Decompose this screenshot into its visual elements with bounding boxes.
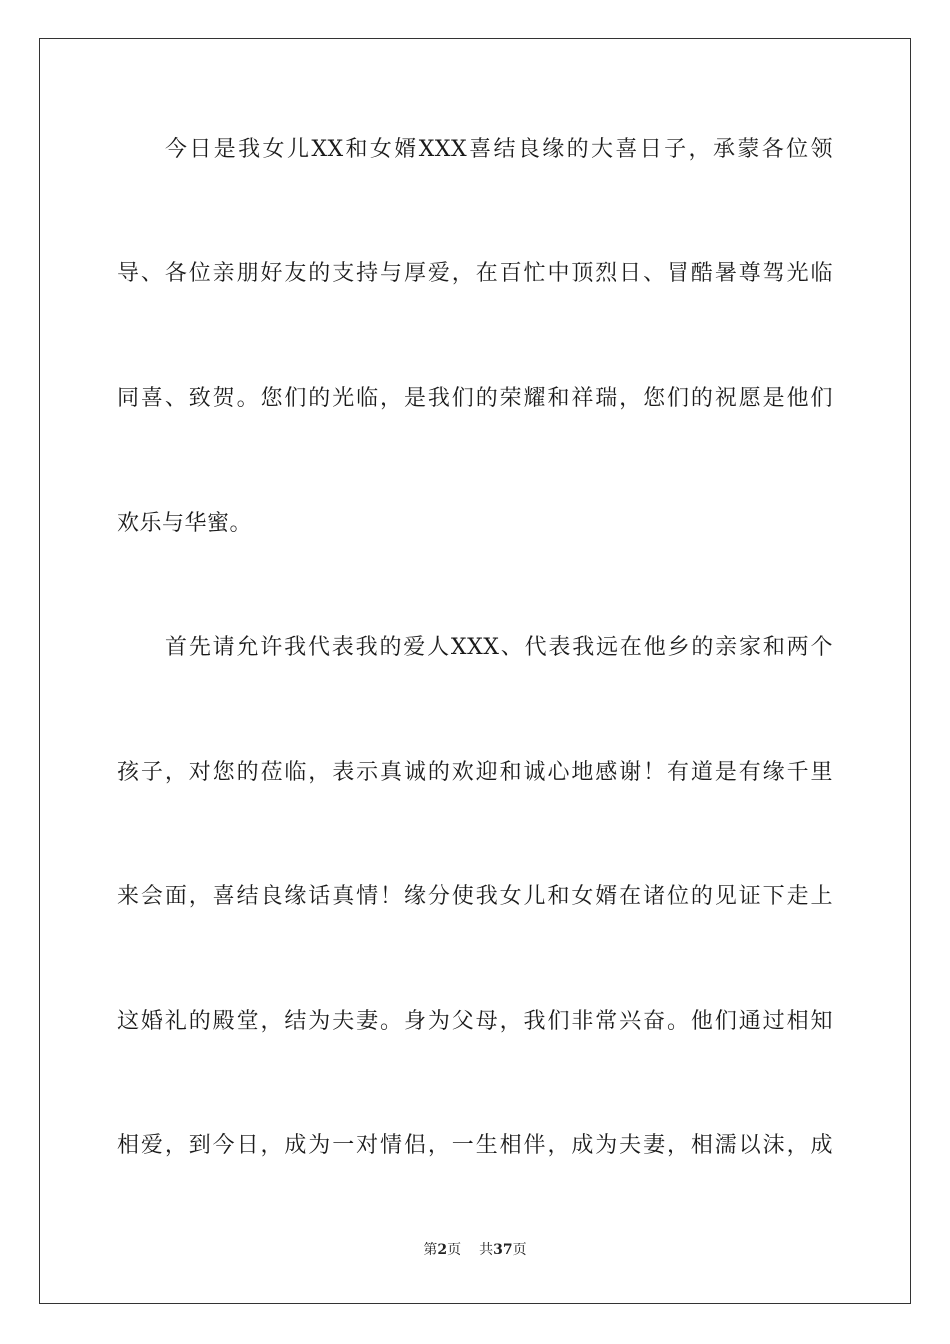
page-suffix: 页 [447, 1242, 462, 1258]
paragraph-1-line-4: 欢乐与华蜜。 [117, 511, 253, 536]
page-prefix: 第 [423, 1242, 438, 1258]
paragraph-2-line-1: 首先请允许我代表我的爱人XXX、代表我远在他乡的亲家和两个 [165, 635, 833, 660]
paragraph-2-line-3: 来会面，喜结良缘话真情！缘分使我女儿和女婿在诸位的见证下走上 [117, 884, 833, 909]
paragraph-1-line-3: 同喜、致贺。您们的光临，是我们的荣耀和祥瑞，您们的祝愿是他们 [117, 386, 833, 411]
paragraph-1-line-2: 导、各位亲朋好友的支持与厚爱，在百忙中顶烈日、冒酷暑尊驾光临 [117, 261, 833, 286]
paragraph-1-line-1: 今日是我女儿XX和女婿XXX喜结良缘的大喜日子，承蒙各位领 [165, 137, 833, 162]
page-number: 2 [437, 1242, 448, 1258]
page-border [39, 38, 911, 1304]
paragraph-2-line-2: 孩子，对您的莅临，表示真诚的欢迎和诚心地感谢！有道是有缘千里 [117, 760, 833, 785]
page-footer [0, 1240, 950, 1260]
total-suffix: 页 [512, 1242, 527, 1258]
total-prefix: 共 [479, 1242, 494, 1258]
paragraph-2-line-5: 相爱，到今日，成为一对情侣，一生相伴，成为夫妻，相濡以沫，成 [117, 1133, 833, 1158]
total-pages: 37 [493, 1242, 513, 1258]
paragraph-2-line-4: 这婚礼的殿堂，结为夫妻。身为父母，我们非常兴奋。他们通过相知 [117, 1009, 833, 1034]
